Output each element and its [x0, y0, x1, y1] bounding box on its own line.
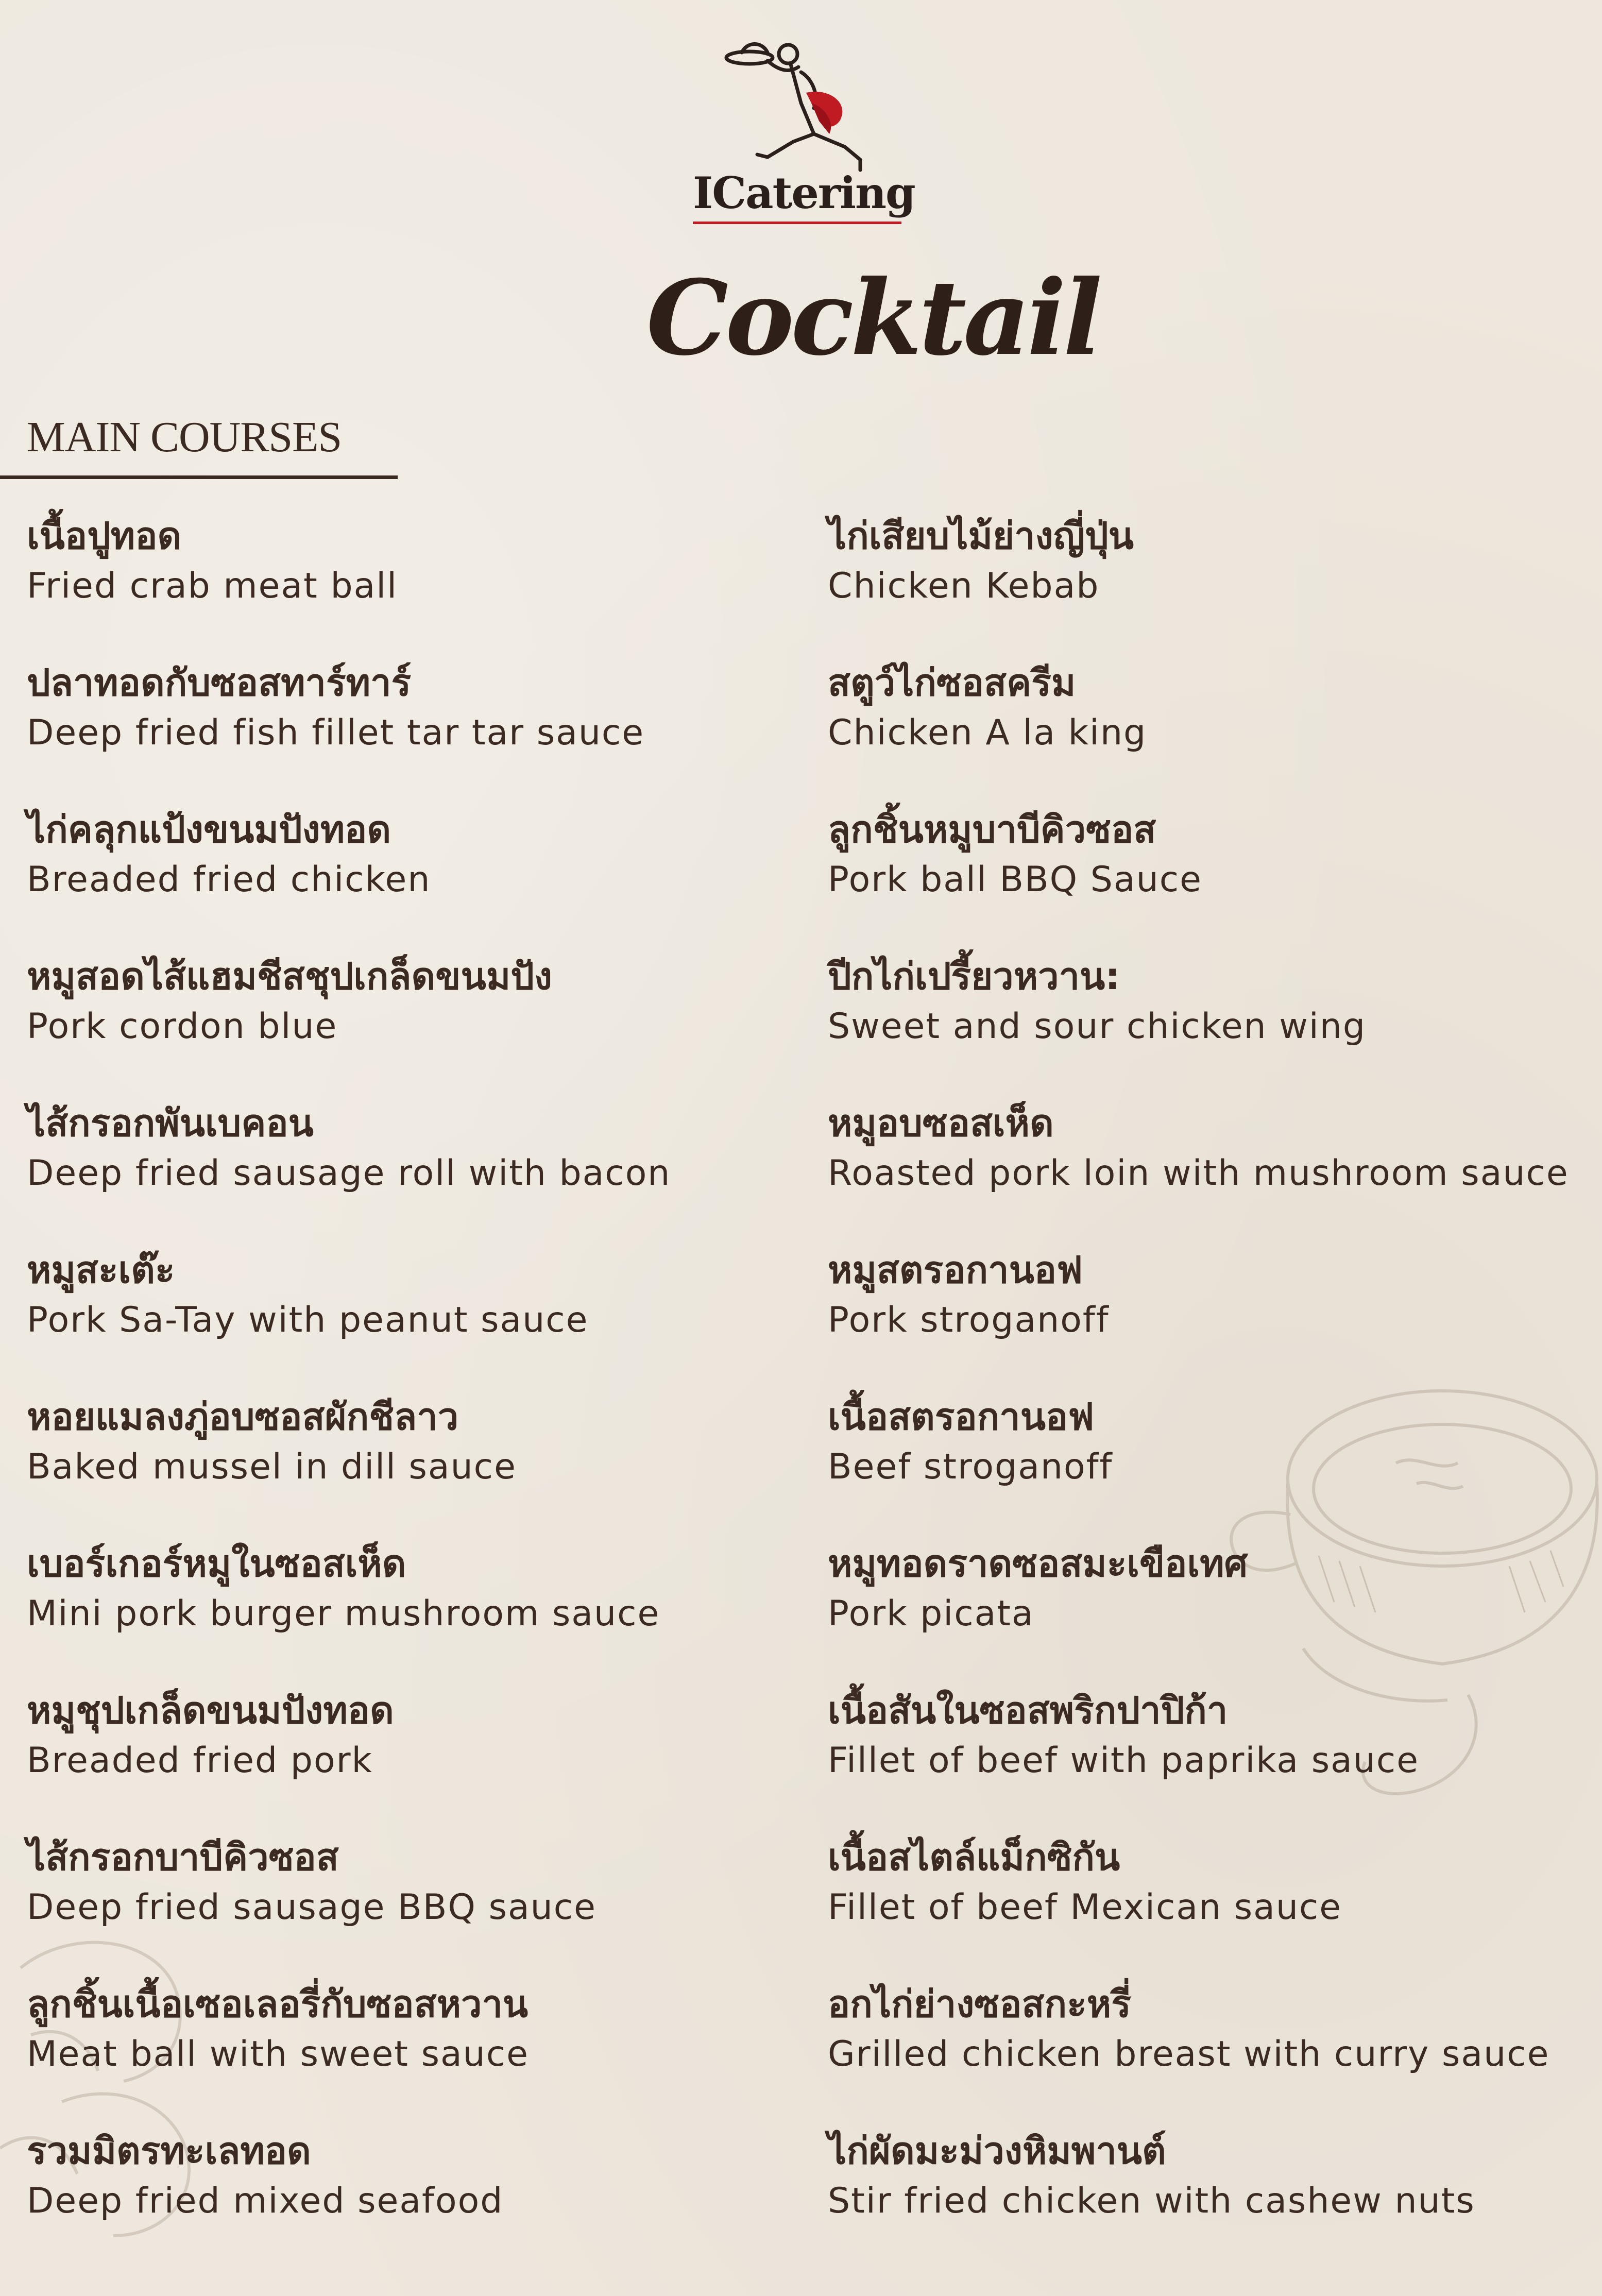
menu-item-thai: หมูสอดไส้แฮมชีสชุปเกล็ดขนมปัง	[27, 955, 553, 998]
menu-item-english: Baked mussel in dill sauce	[27, 1447, 517, 1487]
menu-item-thai: หมูอบซอสเห็ด	[828, 1101, 1054, 1145]
menu-item	[27, 1244, 799, 1391]
menu-item	[27, 1538, 799, 1685]
menu-item-thai: ไก่ผัดมะม่วงหิมพานต์	[828, 2129, 1166, 2172]
menu-item-english: Pork stroganoff	[828, 1300, 1110, 1340]
menu-item	[27, 1978, 799, 2125]
menu-item-english: Roasted pork loin with mushroom sauce	[828, 1153, 1569, 1194]
menu-item-english: Chicken A la king	[828, 712, 1147, 753]
menu-item-english: Pork picata	[828, 1593, 1034, 1634]
menu-item-thai: หมูสะเต๊ะ	[27, 1248, 175, 1291]
menu-item-english: Deep fried fish fillet tar tar sauce	[27, 712, 645, 753]
menu-item	[27, 804, 799, 950]
menu-item-thai: เนื้อสตรอกานอฟ	[828, 1395, 1095, 1438]
menu-item-english: Pork ball BBQ Sauce	[828, 859, 1202, 900]
menu-item-thai: ปีกไก่เปรี้ยวหวาน:	[828, 955, 1120, 998]
menu-item-english: Fillet of beef with paprika sauce	[828, 1740, 1420, 1781]
menu-item	[27, 950, 799, 1097]
menu-item	[27, 2125, 799, 2272]
menu-item	[828, 1685, 1600, 1831]
menu-item	[828, 1538, 1600, 1685]
menu-item-thai: ปลาทอดกับซอสทาร์ทาร์	[27, 661, 412, 704]
menu-item-english: Pork cordon blue	[27, 1006, 338, 1047]
menu-item	[828, 1391, 1600, 1538]
menu-item	[828, 2125, 1600, 2272]
menu-item-english: Sweet and sour chicken wing	[828, 1006, 1367, 1047]
menu-item	[828, 804, 1600, 950]
menu-column-left	[27, 510, 799, 2272]
menu-item-english: Deep fried mixed seafood	[27, 2181, 504, 2221]
menu-item-thai: ลูกชิ้นเนื้อเซอเลอรี่กับซอสหวาน	[27, 1982, 529, 2026]
menu-item	[828, 1097, 1600, 1244]
menu-column-right	[828, 510, 1600, 2272]
menu-item	[27, 1097, 799, 1244]
menu-item-thai: รวมมิตรทะเลทอด	[27, 2129, 311, 2172]
menu-item-english: Mini pork burger mushroom sauce	[27, 1593, 660, 1634]
menu-item-thai: ไส้กรอกบาบีคิวซอส	[27, 1835, 339, 1879]
menu-item	[828, 510, 1600, 657]
menu-item-thai: เนื้อสไตล์แม็กซิกัน	[828, 1835, 1120, 1879]
menu-item-thai: ลูกชิ้นหมูบาบีคิวซอส	[828, 808, 1156, 851]
menu-item-thai: ไส้กรอกพันเบคอน	[27, 1101, 314, 1145]
menu-item	[828, 1244, 1600, 1391]
menu-item-english: Chicken Kebab	[828, 566, 1100, 606]
menu-item-english: Beef stroganoff	[828, 1447, 1113, 1487]
menu-item-thai: เบอร์เกอร์หมูในซอสเห็ด	[27, 1542, 406, 1585]
menu-item-english: Fillet of beef Mexican sauce	[828, 1887, 1342, 1928]
menu-item-thai: ไก่คลุกแป้งขนมปังทอด	[27, 808, 391, 851]
menu-item-thai: อกไก่ย่างซอสกะหรี่	[828, 1982, 1131, 2026]
menu-item-thai: หมูทอดราดซอสมะเขือเทศ	[828, 1542, 1248, 1585]
menu-item-english: Deep fried sausage roll with bacon	[27, 1153, 671, 1194]
menu-item-english: Fried crab meat ball	[27, 566, 398, 606]
menu-item-english: Deep fried sausage BBQ sauce	[27, 1887, 597, 1928]
menu-item-thai: หมูสตรอกานอฟ	[828, 1248, 1083, 1291]
menu-item-thai: สตูว์ไก่ซอสครีม	[828, 661, 1076, 704]
menu-item	[828, 657, 1600, 804]
menu-item-english: Meat ball with sweet sauce	[27, 2034, 529, 2074]
menu-item	[27, 510, 799, 657]
section-divider	[0, 475, 398, 479]
menu-item-thai: เนื้อปูทอด	[27, 514, 182, 557]
menu-item	[828, 1831, 1600, 1978]
menu-item-thai: หมูชุปเกล็ดขนมปังทอด	[27, 1689, 394, 1732]
section-heading: MAIN COURSES	[27, 413, 342, 461]
brand-underline	[693, 222, 901, 224]
menu-item-thai: ไก่เสียบไม้ย่างญี่ปุ่น	[828, 514, 1134, 557]
menu-item	[828, 950, 1600, 1097]
menu-item	[27, 1685, 799, 1831]
menu-item	[828, 1978, 1600, 2125]
page-title: Cocktail	[646, 258, 1099, 379]
menu-item	[27, 1391, 799, 1538]
menu-item	[27, 657, 799, 804]
menu-item-thai: หอยแมลงภู่อบซอสผักชีลาว	[27, 1395, 459, 1438]
menu-item-english: Pork Sa-Tay with peanut sauce	[27, 1300, 589, 1340]
menu-item-english: Breaded fried pork	[27, 1740, 373, 1781]
menu-item-english: Stir fried chicken with cashew nuts	[828, 2181, 1475, 2221]
menu-item	[27, 1831, 799, 1978]
menu-item-english: Grilled chicken breast with curry sauce	[828, 2034, 1550, 2074]
menu-item-thai: เนื้อสันในซอสพริกปาปิก้า	[828, 1689, 1228, 1732]
menu-item-english: Breaded fried chicken	[27, 859, 431, 900]
brand-name: ICatering	[693, 167, 915, 218]
